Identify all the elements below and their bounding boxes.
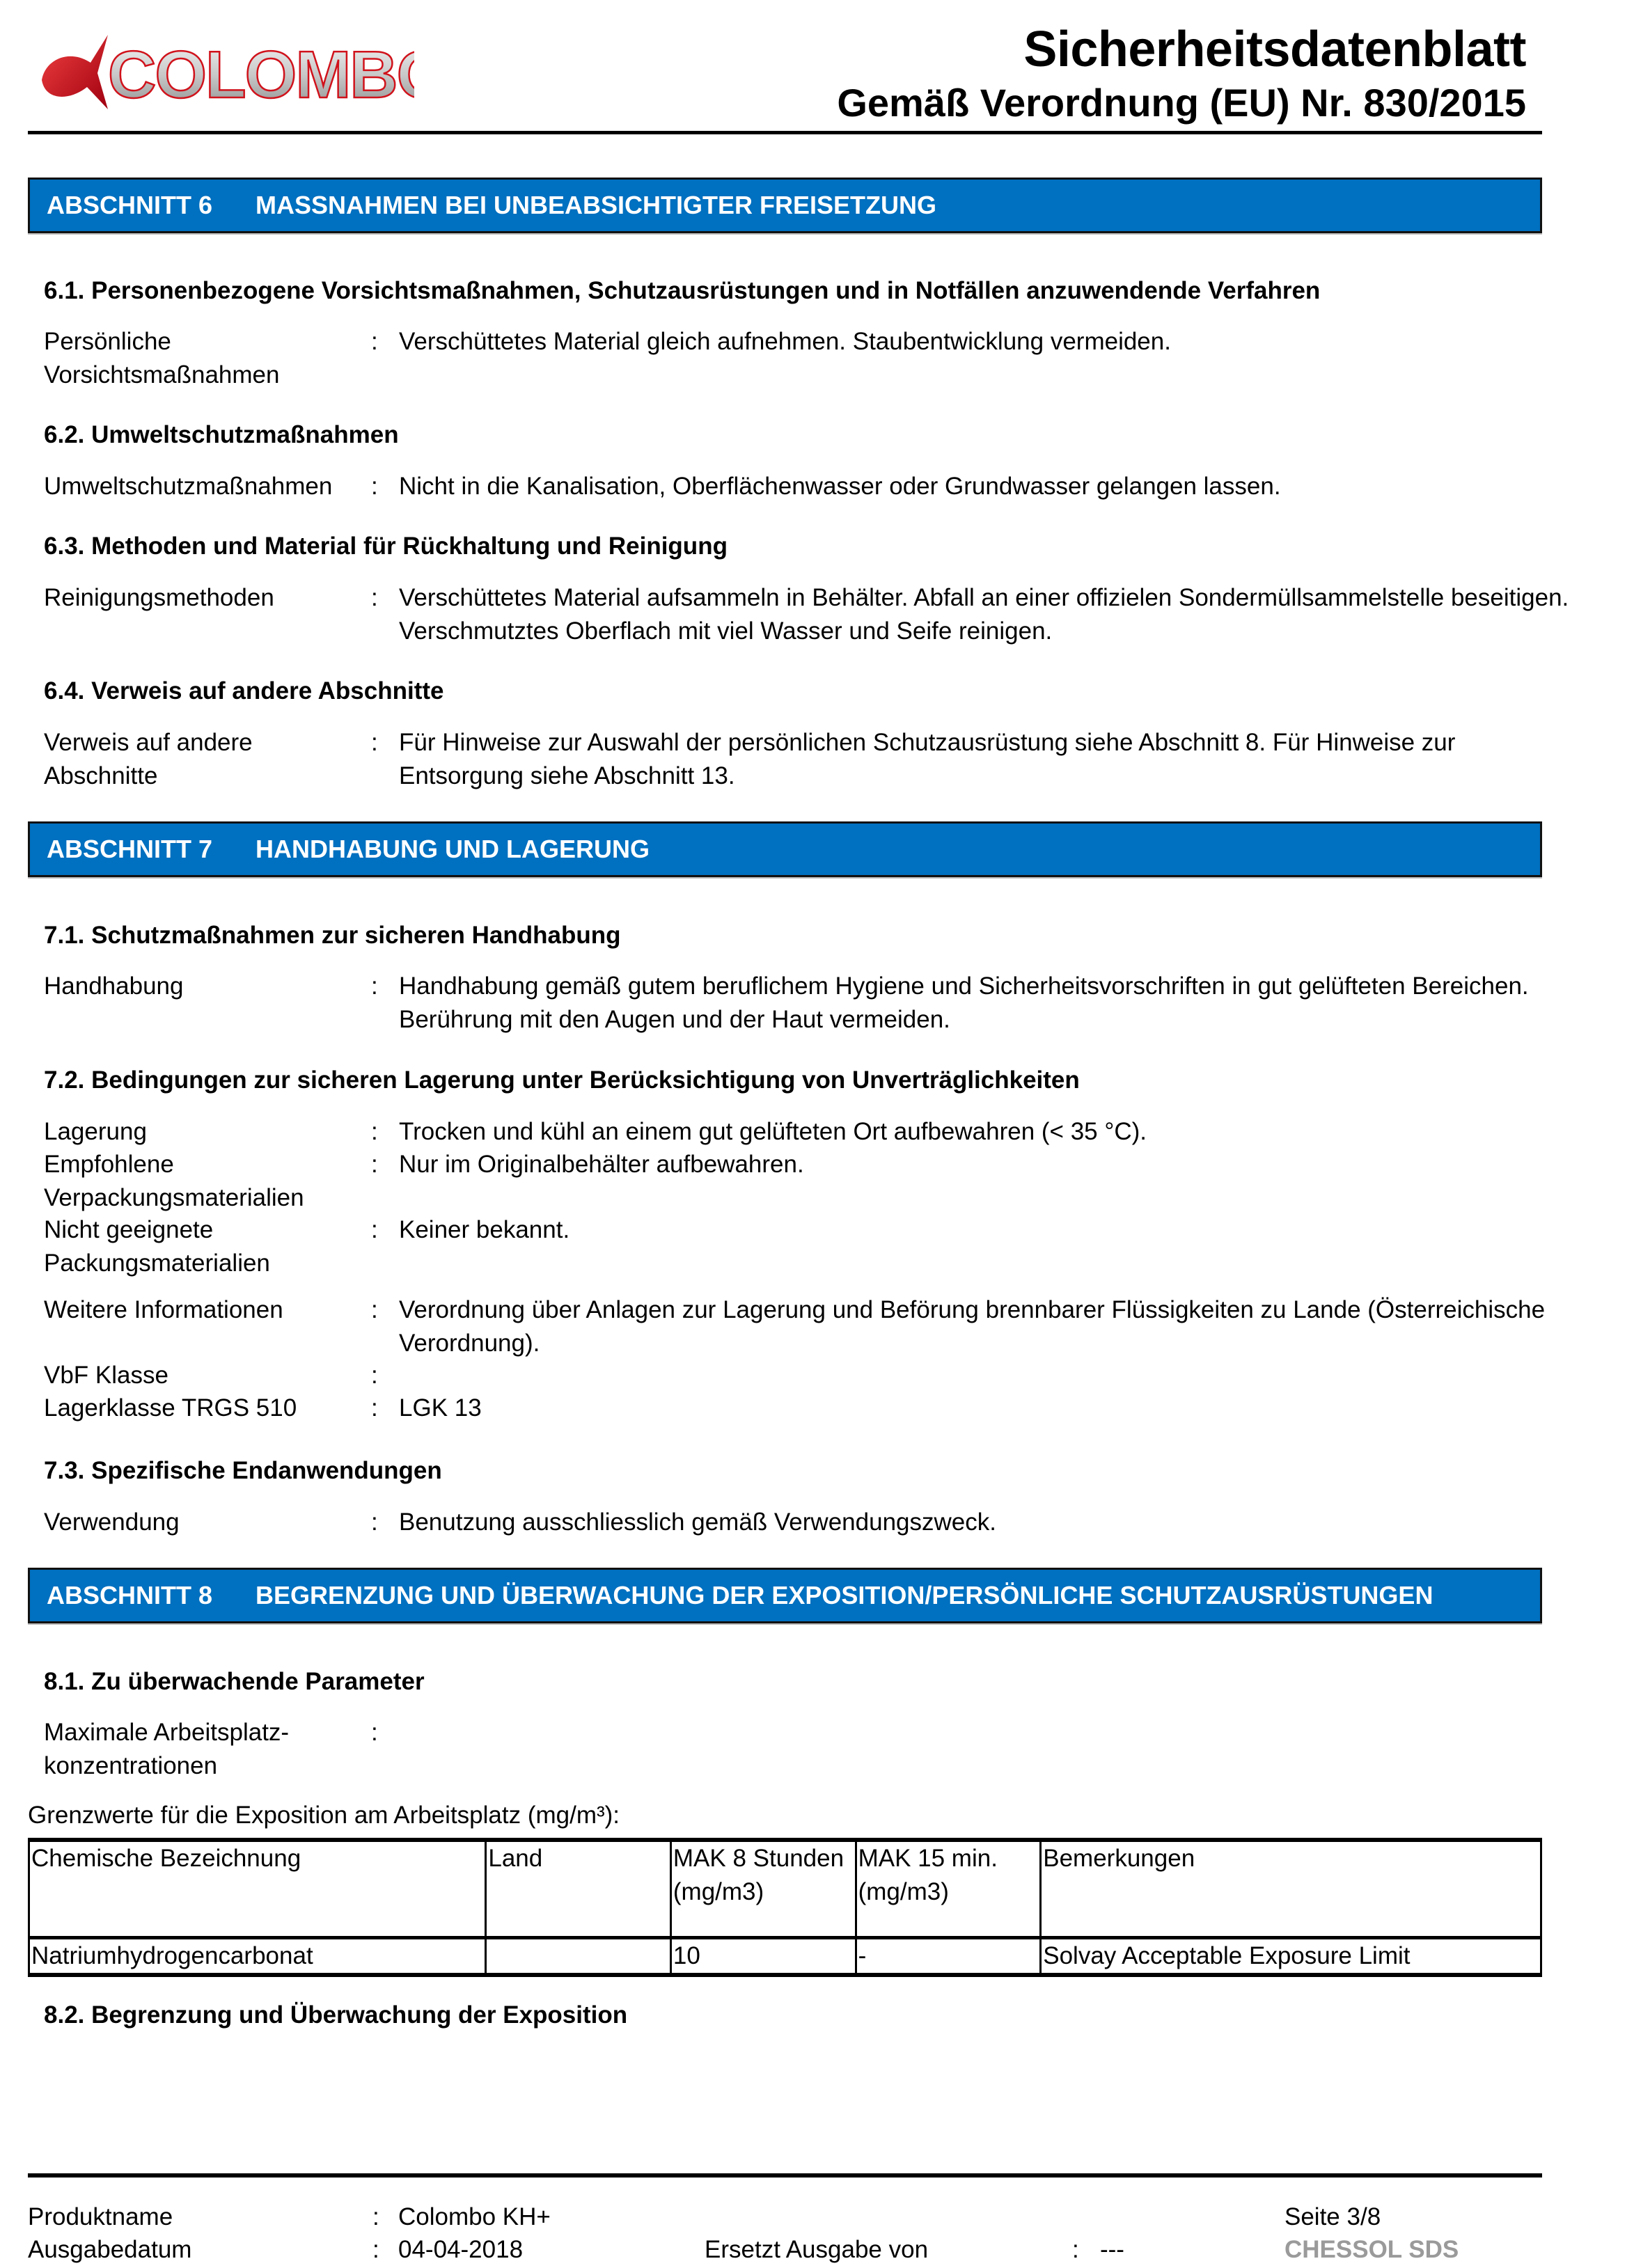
section-8-header [28, 1568, 1542, 1623]
footer-date-label: Ausgabedatum [28, 2236, 192, 2263]
section-number: ABSCHNITT 6 [47, 191, 213, 219]
field-label: Weitere Informationen [44, 1296, 283, 1323]
header-divider [28, 131, 1542, 134]
field-value: Benutzung ausschliesslich gemäß Verwendungszweck. [399, 1509, 996, 1536]
field-label: Handhabung [44, 972, 184, 1000]
footer-replaces-label: Ersetzt Ausgabe von [705, 2236, 929, 2263]
col-mak-8-stunden: MAK 8 Stunden (mg/m3) [670, 1840, 856, 1937]
cell-chemical: Natriumhydrogencarbonat [29, 1937, 486, 1975]
svg-text:COLOMBO: COLOMBO [108, 38, 414, 112]
section-title: MASSNAHMEN BEI UNBEABSICHTIGTER FREISETZUNG [256, 191, 937, 219]
footer-page-number: Seite 3/8 [1285, 2203, 1381, 2230]
exposure-limits-table [28, 1838, 1542, 1977]
field-separator: : [371, 1216, 378, 1243]
subsection-8-1-heading: 8.1. Zu überwachende Parameter [44, 1668, 425, 1695]
field-separator: : [371, 584, 378, 611]
field-separator: : [371, 1394, 378, 1422]
field-value: Für Hinweise zur Auswahl der persönlichen Schutzausrüstung siehe Abschnitt 8. Für Hinweise zur Entsorgung siehe Abschnitt 13. [399, 729, 1456, 789]
fish-logo-icon [38, 31, 414, 115]
field-label: Verweis auf andere Abschnitte [44, 729, 253, 789]
field-separator: : [371, 972, 378, 1000]
field-separator: : [371, 1719, 378, 1746]
subsection-6-4-heading: 6.4. Verweis auf andere Abschnitte [44, 677, 444, 704]
col-mak-15-min: MAK 15 min. (mg/m3) [856, 1840, 1041, 1937]
subsection-8-2-heading: 8.2. Begrenzung und Überwachung der Exposition [44, 2001, 628, 2029]
field-label: Lagerung [44, 1118, 147, 1145]
field-value: Verschüttetes Material gleich aufnehmen. Staubentwicklung vermeiden. [399, 328, 1171, 355]
cell-remarks: Solvay Acceptable Exposure Limit [1041, 1937, 1541, 1975]
footer-brand: CHESSOL SDS [1285, 2236, 1459, 2263]
subsection-7-1-heading: 7.1. Schutzmaßnahmen zur sicheren Handhabung [44, 922, 621, 949]
field-separator: : [371, 1362, 378, 1389]
section-6-header [28, 178, 1542, 233]
table-header-row [29, 1840, 1541, 1937]
footer-date-value: 04-04-2018 [398, 2236, 524, 2263]
section-number: ABSCHNITT 8 [47, 1581, 213, 1609]
section-title: HANDHABUNG UND LAGERUNG [256, 835, 650, 863]
field-label: Reinigungsmethoden [44, 584, 274, 611]
field-label: Nicht geeignete Packungsmaterialien [44, 1216, 270, 1277]
field-label: Umweltschutzmaßnahmen [44, 473, 333, 500]
field-value: Handhabung gemäß gutem beruflichem Hygiene und Sicherheitsvorschriften in gut gelüfteten Bereichen. Berührung mit den Augen und der Haut vermeiden. [399, 972, 1529, 1033]
subsection-7-2-heading: 7.2. Bedingungen zur sicheren Lagerung unter Berücksichtigung von Unverträglichkeiten [44, 1066, 1080, 1094]
col-chemische-bezeichnung: Chemische Bezeichnung [29, 1840, 486, 1937]
field-value: LGK 13 [399, 1394, 482, 1422]
document-title: Sicherheitsdatenblatt [1023, 22, 1526, 77]
section-title: BEGRENZUNG UND ÜBERWACHUNG DER EXPOSITION/PERSÖNLICHE SCHUTZAUSRÜSTUNGEN [256, 1581, 1433, 1609]
footer-separator: : [372, 2203, 379, 2230]
field-value: Nur im Originalbehälter aufbewahren. [399, 1151, 804, 1178]
footer-product-value: Colombo KH+ [398, 2203, 551, 2230]
field-label: Lagerklasse TRGS 510 [44, 1394, 297, 1422]
table-row [29, 1937, 1541, 1975]
field-value: Keiner bekannt. [399, 1216, 570, 1243]
field-value: Trocken und kühl an einem gut gelüfteten Ort aufbewahren (< 35 °C). [399, 1118, 1147, 1145]
field-separator: : [371, 328, 378, 355]
col-land: Land [486, 1840, 671, 1937]
cell-land [486, 1937, 671, 1975]
colombo-logo [38, 31, 414, 115]
field-value: Nicht in die Kanalisation, Oberflächenwasser oder Grundwasser gelangen lassen. [399, 473, 1281, 500]
subsection-6-1-heading: 6.1. Personenbezogene Vorsichtsmaßnahmen, Schutzausrüstungen und in Notfällen anzuwendende Verfahren [44, 277, 1321, 304]
footer-separator: : [1072, 2236, 1079, 2263]
field-label: VbF Klasse [44, 1362, 168, 1389]
field-label: Persönliche Vorsichtsmaßnahmen [44, 328, 280, 388]
field-separator: : [371, 473, 378, 500]
footer-separator: : [372, 2236, 379, 2263]
field-separator: : [371, 1118, 378, 1145]
field-label: Empfohlene Verpackungsmaterialien [44, 1151, 304, 1211]
field-separator: : [371, 1296, 378, 1323]
cell-mak-8: 10 [670, 1937, 856, 1975]
footer-replaces-value: --- [1100, 2236, 1124, 2263]
col-bemerkungen: Bemerkungen [1041, 1840, 1541, 1937]
field-value: Verordnung über Anlagen zur Lagerung und Beförung brennbarer Flüssigkeiten zu Lande (Österreichische Verordnung). [399, 1296, 1546, 1357]
field-label: Verwendung [44, 1509, 180, 1536]
field-label: Maximale Arbeitsplatz-konzentrationen [44, 1719, 290, 1779]
exposure-limits-caption: Grenzwerte für die Exposition am Arbeitsplatz (mg/m³): [28, 1802, 620, 1829]
field-value: Verschüttetes Material aufsammeln in Behälter. Abfall an einer offizielen Sondermüllsammelstelle beseitigen. Verschmutztes Oberflach mit viel Wasser und Seife reinigen. [399, 584, 1569, 645]
field-separator: : [371, 1151, 378, 1178]
footer-divider [28, 2173, 1542, 2178]
section-number: ABSCHNITT 7 [47, 835, 213, 863]
cell-mak-15: - [856, 1937, 1041, 1975]
subsection-7-3-heading: 7.3. Spezifische Endanwendungen [44, 1457, 442, 1484]
section-7-header [28, 821, 1542, 877]
footer-product-label: Produktname [28, 2203, 173, 2230]
field-separator: : [371, 1509, 378, 1536]
field-separator: : [371, 729, 378, 756]
subsection-6-2-heading: 6.2. Umweltschutzmaßnahmen [44, 421, 399, 448]
subsection-6-3-heading: 6.3. Methoden und Material für Rückhaltung und Reinigung [44, 533, 728, 560]
document-subtitle: Gemäß Verordnung (EU) Nr. 830/2015 [837, 81, 1526, 125]
